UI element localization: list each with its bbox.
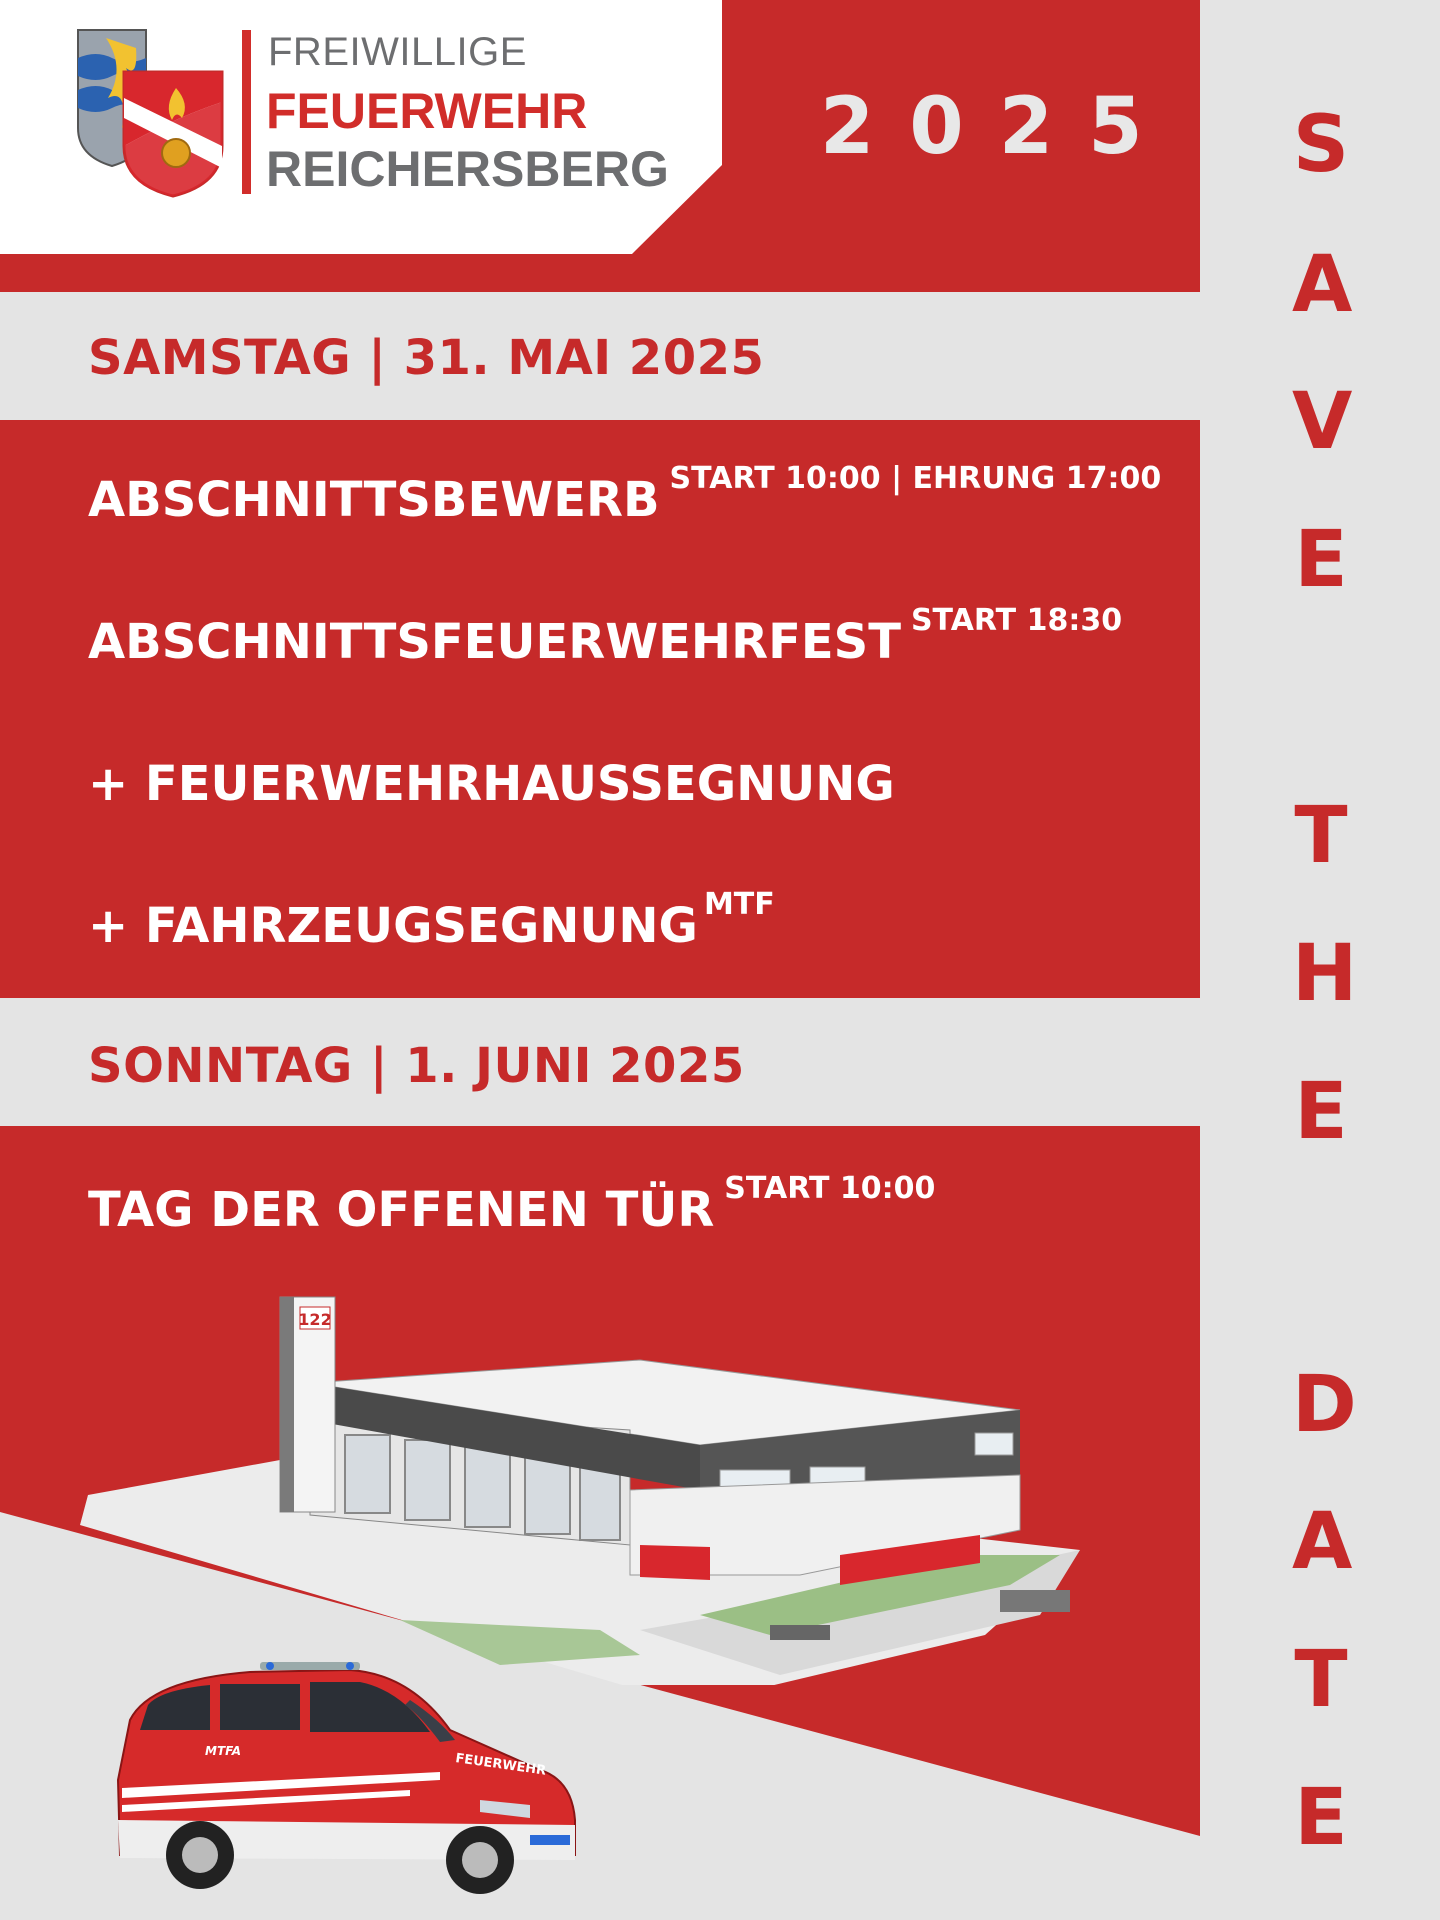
vehicle-label: MTFA <box>205 1744 242 1758</box>
day1-item-4 <box>88 887 775 954</box>
tower-number: 122 <box>298 1310 332 1329</box>
day1-item-label: ABSCHNITTSFEUERWEHRFEST <box>88 614 901 670</box>
save-letter-e: E <box>1294 515 1348 605</box>
logo-divider <box>242 30 251 194</box>
day1-item-3 <box>88 756 895 812</box>
year-title: 2 0 2 5 <box>820 82 1147 172</box>
day1-item-label: + FEUERWEHRHAUSSEGNUNG <box>88 756 895 812</box>
day2-heading: SONNTAG | 1. JUNI 2025 <box>88 1038 745 1094</box>
save-letter-s: S <box>1292 100 1350 190</box>
day1-item-label: ABSCHNITTSBEWERB <box>88 472 660 528</box>
date-letter-d: D <box>1292 1360 1357 1450</box>
the-letter-e: E <box>1294 1067 1348 1157</box>
day1-item-note: START 10:00 | EHRUNG 17:00 <box>669 461 1162 496</box>
day2-item-note: START 10:00 <box>724 1171 936 1206</box>
day1-item-note: MTF <box>703 887 775 922</box>
org-line-3: REICHERSBERG <box>266 141 669 197</box>
date-letter-e: E <box>1294 1773 1348 1863</box>
day1-heading: SAMSTAG | 31. MAI 2025 <box>88 330 765 386</box>
the-letter-t: T <box>1294 791 1348 881</box>
fire-vehicle-illustration <box>110 1660 590 1900</box>
day1-item-1 <box>88 461 1162 528</box>
save-letter-v: V <box>1292 377 1353 467</box>
coat-of-arms-icon <box>76 28 226 198</box>
vehicle-side-text: FEUERWEHR <box>454 1751 547 1779</box>
day2-item-1 <box>88 1171 936 1238</box>
fire-station-illustration <box>80 1285 1140 1685</box>
day1-item-label: + FAHRZEUGSEGNUNG <box>88 898 698 954</box>
org-line-1: FREIWILLIGE <box>268 30 527 74</box>
date-letter-a: A <box>1292 1497 1353 1587</box>
day2-item-label: TAG DER OFFENEN TÜR <box>88 1182 715 1238</box>
day1-item-2 <box>88 603 1123 670</box>
save-letter-a: A <box>1292 240 1353 330</box>
day1-item-note: START 18:30 <box>910 603 1123 638</box>
date-letter-t: T <box>1294 1635 1348 1725</box>
the-letter-h: H <box>1292 929 1358 1019</box>
org-line-2: FEUERWEHR <box>266 83 588 139</box>
